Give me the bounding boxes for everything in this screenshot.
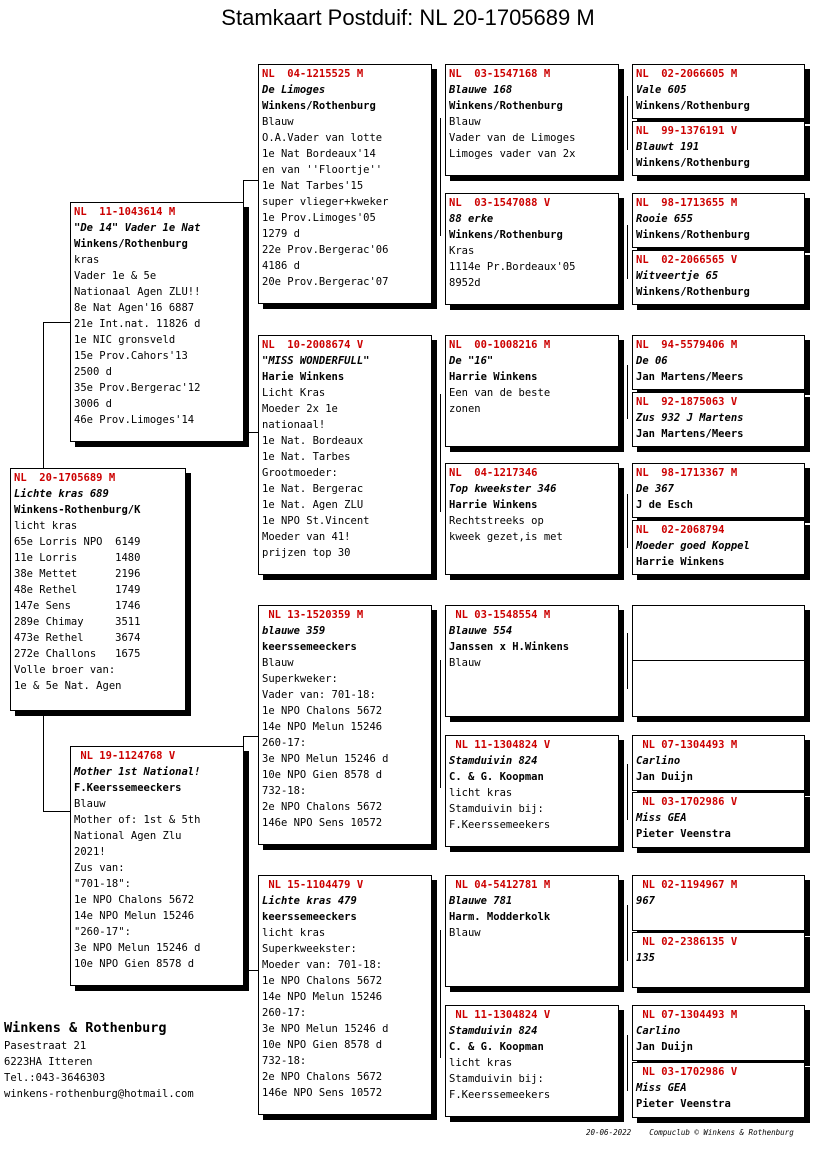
info-line: 1e Nat. Bordeaux bbox=[262, 435, 364, 447]
info-line: Stamduivin bij: bbox=[449, 1073, 544, 1085]
connector-line bbox=[43, 322, 44, 468]
pigeon-name: Vale 605 bbox=[636, 84, 687, 96]
owner-info bbox=[4, 1018, 194, 1102]
info-line: 2e NPO Chalons 5672 bbox=[262, 801, 383, 813]
pigeon-g5 bbox=[632, 250, 805, 305]
footer-credit: 20-06-2022 Compuclub © Winkens & Rothenburg bbox=[586, 1128, 794, 1137]
info-line: 3e NPO Melun 15246 d bbox=[262, 753, 389, 765]
connector-line bbox=[440, 930, 441, 1058]
info-line: Blauw bbox=[262, 116, 294, 128]
breeder: Winkens/Rothenburg bbox=[636, 157, 750, 169]
pigeon-name: Top kweekster 346 bbox=[449, 483, 557, 495]
pigeon-g5 bbox=[632, 463, 805, 518]
info-line: 35e Prov.Bergerac'12 bbox=[74, 382, 201, 394]
info-line: 14e NPO Melun 15246 bbox=[74, 910, 195, 922]
pigeon-name: De 06 bbox=[636, 355, 668, 367]
pigeon-fmf bbox=[445, 335, 619, 447]
breeder: Winkens-Rothenburg/K bbox=[14, 504, 141, 516]
pigeon-mfm bbox=[445, 735, 619, 847]
info-line: 1e NIC gronsveld bbox=[74, 334, 176, 346]
pigeon-name: De "16" bbox=[449, 355, 494, 367]
info-line: 10e NPO Gien 8578 d bbox=[262, 1039, 383, 1051]
connector-line bbox=[627, 905, 628, 961]
info-line: kras bbox=[74, 254, 100, 266]
ring-number: NL 92-1875063 V bbox=[636, 396, 738, 408]
ring-number: NL 03-1547168 M bbox=[449, 68, 551, 80]
pigeon-name: Miss GEA bbox=[636, 1082, 687, 1094]
connector-line bbox=[243, 180, 258, 181]
breeder: Jan Duijn bbox=[636, 771, 693, 783]
pigeon-name: Lichte kras 479 bbox=[262, 895, 357, 907]
ring-number: NL 07-1304493 M bbox=[636, 739, 738, 751]
info-line: F.Keerssemeekers bbox=[449, 1089, 551, 1101]
pigeon-g5-empty bbox=[632, 660, 805, 717]
info-line: 15e Prov.Cahors'13 bbox=[74, 350, 188, 362]
pigeon-g5 bbox=[632, 875, 805, 931]
info-line: 48e Rethel 1749 bbox=[14, 584, 141, 596]
page-title: Stamkaart Postduif: NL 20-1705689 M bbox=[221, 5, 595, 30]
pigeon-name: Witveertje 65 bbox=[636, 270, 719, 282]
info-line: 2021! bbox=[74, 846, 106, 858]
pigeon-mf bbox=[258, 605, 432, 845]
info-line: 21e Int.nat. 11826 d bbox=[74, 318, 201, 330]
ring-number: NL 02-2066565 V bbox=[636, 254, 738, 266]
pigeon-name: Blauwe 554 bbox=[449, 625, 513, 637]
info-line: Zus van: bbox=[74, 862, 125, 874]
info-line: 14e NPO Melun 15246 bbox=[262, 991, 383, 1003]
breeder: J de Esch bbox=[636, 499, 693, 511]
info-line: Stamduivin bij: bbox=[449, 803, 544, 815]
ring-number: NL 03-1548554 M bbox=[449, 609, 551, 621]
info-line: 2500 d bbox=[74, 366, 112, 378]
breeder: Janssen x H.Winkens bbox=[449, 641, 570, 653]
owner-street: Pasestraat 21 bbox=[4, 1040, 87, 1052]
ring-number: NL 11-1304824 V bbox=[449, 739, 551, 751]
breeder: Jan Martens/Meers bbox=[636, 371, 744, 383]
info-line: Volle broer van: bbox=[14, 664, 116, 676]
pigeon-g5 bbox=[632, 932, 805, 988]
info-line: licht kras bbox=[449, 1057, 513, 1069]
pigeon-father bbox=[70, 202, 244, 442]
info-line: 1e Nat. Bergerac bbox=[262, 483, 364, 495]
pigeon-name: "De 14" Vader 1e Nat bbox=[74, 222, 201, 234]
info-line: Nationaal Agen ZLU!! bbox=[74, 286, 201, 298]
breeder: Winkens/Rothenburg bbox=[636, 229, 750, 241]
connector-line bbox=[627, 225, 628, 279]
ring-number: NL 15-1104479 V bbox=[262, 879, 364, 891]
info-line: 1e Nat. Tarbes bbox=[262, 451, 351, 463]
connector-line bbox=[243, 970, 258, 971]
connector-line bbox=[440, 660, 441, 788]
info-line: 1e NPO Chalons 5672 bbox=[262, 705, 383, 717]
info-line: zonen bbox=[449, 403, 481, 415]
ring-number: NL 03-1702986 V bbox=[636, 1066, 738, 1078]
info-line: 732-18: bbox=[262, 785, 307, 797]
pigeon-name: 135 bbox=[636, 952, 655, 964]
info-line: Kras bbox=[449, 245, 475, 257]
pigeon-mff bbox=[445, 605, 619, 717]
pigeon-fff bbox=[445, 64, 619, 176]
ring-number: NL 04-1217346 bbox=[449, 467, 538, 479]
pigeon-g5 bbox=[632, 792, 805, 848]
pigeon-name: 88 erke bbox=[449, 213, 494, 225]
ring-number: NL 19-1124768 V bbox=[74, 750, 176, 762]
info-line: licht kras bbox=[14, 520, 78, 532]
pigeon-g5 bbox=[632, 1005, 805, 1061]
info-line: Moeder van 41! bbox=[262, 531, 351, 543]
pigeon-name: De 367 bbox=[636, 483, 674, 495]
info-line: licht kras bbox=[449, 787, 513, 799]
info-line: Licht Kras bbox=[262, 387, 326, 399]
info-line: Rechtstreeks op bbox=[449, 515, 544, 527]
pigeon-mmm bbox=[445, 1005, 619, 1117]
info-line: 1e & 5e Nat. Agen bbox=[14, 680, 122, 692]
connector-line bbox=[440, 394, 441, 512]
breeder: Harrie Winkens bbox=[636, 556, 725, 568]
ring-number: NL 98-1713367 M bbox=[636, 467, 738, 479]
ring-number: NL 11-1043614 M bbox=[74, 206, 176, 218]
owner-phone: Tel.:043-3646303 bbox=[4, 1072, 106, 1084]
info-line: 1114e Pr.Bordeaux'05 bbox=[449, 261, 576, 273]
info-line: O.A.Vader van lotte bbox=[262, 132, 383, 144]
ring-number: NL 99-1376191 V bbox=[636, 125, 738, 137]
ring-number: NL 03-1547088 V bbox=[449, 197, 551, 209]
breeder: F.Keerssemeeckers bbox=[74, 782, 182, 794]
info-line: Grootmoeder: bbox=[262, 467, 338, 479]
info-line: Superkweker: bbox=[262, 673, 338, 685]
info-line: 473e Rethel 3674 bbox=[14, 632, 141, 644]
ring-number: NL 04-1215525 M bbox=[262, 68, 364, 80]
connector-line bbox=[43, 811, 70, 812]
info-line: 8952d bbox=[449, 277, 481, 289]
info-line: 38e Mettet 2196 bbox=[14, 568, 141, 580]
pigeon-g5 bbox=[632, 121, 805, 176]
pigeon-g5 bbox=[632, 64, 805, 119]
breeder: keerssemeeckers bbox=[262, 641, 357, 653]
info-line: 146e NPO Sens 10572 bbox=[262, 817, 383, 829]
pigeon-name: De Limoges bbox=[262, 84, 326, 96]
pigeon-ff bbox=[258, 64, 432, 304]
connector-line bbox=[627, 365, 628, 419]
ring-number: NL 04-5412781 M bbox=[449, 879, 551, 891]
pigeon-name: Carlino bbox=[636, 1025, 681, 1037]
ring-number: NL 00-1008216 M bbox=[449, 339, 551, 351]
pigeon-name: Moeder goed Koppel bbox=[636, 540, 750, 552]
pigeon-mm bbox=[258, 875, 432, 1115]
info-line: 1e NPO Chalons 5672 bbox=[262, 975, 383, 987]
info-line: 1e Nat. Agen ZLU bbox=[262, 499, 364, 511]
breeder: Harie Winkens bbox=[262, 371, 345, 383]
breeder: Winkens/Rothenburg bbox=[449, 229, 563, 241]
info-line: 20e Prov.Bergerac'07 bbox=[262, 276, 389, 288]
info-line: 2e NPO Chalons 5672 bbox=[262, 1071, 383, 1083]
pigeon-name: Lichte kras 689 bbox=[14, 488, 109, 500]
info-line: prijzen top 30 bbox=[262, 547, 351, 559]
breeder: C. & G. Koopman bbox=[449, 1041, 544, 1053]
info-line: 22e Prov.Bergerac'06 bbox=[262, 244, 389, 256]
ring-number: NL 02-1194967 M bbox=[636, 879, 738, 891]
info-line: 10e NPO Gien 8578 d bbox=[74, 958, 195, 970]
info-line: 146e NPO Sens 10572 bbox=[262, 1087, 383, 1099]
breeder: keerssemeeckers bbox=[262, 911, 357, 923]
connector-line bbox=[627, 633, 628, 689]
breeder: Pieter Veenstra bbox=[636, 828, 731, 840]
ring-number: NL 94-5579406 M bbox=[636, 339, 738, 351]
info-line: 14e NPO Melun 15246 bbox=[262, 721, 383, 733]
owner-name: Winkens & Rothenburg bbox=[4, 1020, 167, 1036]
info-line: nationaal! bbox=[262, 419, 326, 431]
owner-email: winkens-rothenburg@hotmail.com bbox=[4, 1088, 194, 1100]
connector-line bbox=[627, 764, 628, 820]
ring-number: NL 03-1702986 V bbox=[636, 796, 738, 808]
breeder: Harrie Winkens bbox=[449, 499, 538, 511]
breeder: Harrie Winkens bbox=[449, 371, 538, 383]
info-line: 260-17: bbox=[262, 1007, 307, 1019]
ring-number: NL 10-2008674 V bbox=[262, 339, 364, 351]
info-line: en van ''Floortje'' bbox=[262, 164, 383, 176]
connector-line bbox=[440, 118, 441, 236]
connector-line bbox=[627, 1035, 628, 1091]
info-line: Vader 1e & 5e bbox=[74, 270, 157, 282]
ring-number: NL 13-1520359 M bbox=[262, 609, 364, 621]
pigeon-name: Stamduivin 824 bbox=[449, 1025, 538, 1037]
pigeon-name: Blauwe 168 bbox=[449, 84, 513, 96]
owner-city: 6223HA Itteren bbox=[4, 1056, 93, 1068]
info-line: Blauw bbox=[449, 657, 481, 669]
breeder: Winkens/Rothenburg bbox=[262, 100, 376, 112]
info-line: 147e Sens 1746 bbox=[14, 600, 141, 612]
ring-number: NL 02-2068794 bbox=[636, 524, 725, 536]
pigeon-fm bbox=[258, 335, 432, 575]
pigeon-g5 bbox=[632, 735, 805, 791]
info-line: Blauw bbox=[449, 927, 481, 939]
pigeon-subject bbox=[10, 468, 186, 711]
info-line: Blauw bbox=[262, 657, 294, 669]
info-line: "260-17": bbox=[74, 926, 131, 938]
pigeon-name: Mother 1st National! bbox=[74, 766, 201, 778]
info-line: 65e Lorris NPO 6149 bbox=[14, 536, 141, 548]
info-line: 260-17: bbox=[262, 737, 307, 749]
pigeon-g5 bbox=[632, 520, 805, 575]
info-line: 3006 d bbox=[74, 398, 112, 410]
info-line: 8e Nat Agen'16 6887 bbox=[74, 302, 195, 314]
info-line: 1e NPO Chalons 5672 bbox=[74, 894, 195, 906]
info-line: 1e Prov.Limoges'05 bbox=[262, 212, 376, 224]
breeder: Winkens/Rothenburg bbox=[636, 286, 750, 298]
pigeon-g5-empty bbox=[632, 605, 805, 662]
info-line: super vlieger+kweker bbox=[262, 196, 389, 208]
connector-line bbox=[627, 494, 628, 548]
info-line: 732-18: bbox=[262, 1055, 307, 1067]
pigeon-ffm bbox=[445, 193, 619, 305]
info-line: 3e NPO Melun 15246 d bbox=[74, 942, 201, 954]
pigeon-fmm bbox=[445, 463, 619, 575]
info-line: Vader van de Limoges bbox=[449, 132, 576, 144]
info-line: 272e Challons 1675 bbox=[14, 648, 141, 660]
breeder: Winkens/Rothenburg bbox=[449, 100, 563, 112]
info-line: 289e Chimay 3511 bbox=[14, 616, 141, 628]
breeder: Winkens/Rothenburg bbox=[74, 238, 188, 250]
pigeon-name: Blauwe 781 bbox=[449, 895, 513, 907]
info-line: 46e Prov.Limoges'14 bbox=[74, 414, 195, 426]
pigeon-g5 bbox=[632, 193, 805, 248]
info-line: 10e NPO Gien 8578 d bbox=[262, 769, 383, 781]
info-line: Blauw bbox=[449, 116, 481, 128]
breeder: Winkens/Rothenburg bbox=[636, 100, 750, 112]
breeder: Jan Duijn bbox=[636, 1041, 693, 1053]
pigeon-name: blauwe 359 bbox=[262, 625, 326, 637]
pigeon-g5 bbox=[632, 1062, 805, 1118]
breeder: Harm. Modderkolk bbox=[449, 911, 551, 923]
info-line: Vader van: 701-18: bbox=[262, 689, 376, 701]
pigeon-name: Rooie 655 bbox=[636, 213, 693, 225]
ring-number: NL 02-2066605 M bbox=[636, 68, 738, 80]
breeder: C. & G. Koopman bbox=[449, 771, 544, 783]
info-line: Superkweekster: bbox=[262, 943, 357, 955]
breeder: Jan Martens/Meers bbox=[636, 428, 744, 440]
pigeon-name: Zus 932 J Martens bbox=[636, 412, 744, 424]
info-line: 1e Nat Tarbes'15 bbox=[262, 180, 364, 192]
info-line: Mother of: 1st & 5th bbox=[74, 814, 201, 826]
info-line: Moeder van: 701-18: bbox=[262, 959, 383, 971]
pigeon-mother bbox=[70, 746, 244, 986]
connector-line bbox=[627, 96, 628, 150]
ring-number: NL 11-1304824 V bbox=[449, 1009, 551, 1021]
pigeon-name: Miss GEA bbox=[636, 812, 687, 824]
pigeon-mmf bbox=[445, 875, 619, 987]
info-line: Moeder 2x 1e bbox=[262, 403, 338, 415]
pigeon-g5 bbox=[632, 335, 805, 390]
info-line: 11e Lorris 1480 bbox=[14, 552, 141, 564]
info-line: 3e NPO Melun 15246 d bbox=[262, 1023, 389, 1035]
info-line: 1e NPO St.Vincent bbox=[262, 515, 370, 527]
info-line: "701-18": bbox=[74, 878, 131, 890]
info-line: Blauw bbox=[74, 798, 106, 810]
ring-number: NL 07-1304493 M bbox=[636, 1009, 738, 1021]
info-line: Limoges vader van 2x bbox=[449, 148, 576, 160]
pigeon-name: Stamduivin 824 bbox=[449, 755, 538, 767]
connector-line bbox=[243, 432, 258, 433]
ring-number: NL 02-2386135 V bbox=[636, 936, 738, 948]
ring-number: NL 20-1705689 M bbox=[14, 472, 116, 484]
connector-line bbox=[243, 736, 258, 737]
pigeon-name: Carlino bbox=[636, 755, 681, 767]
info-line: 1279 d bbox=[262, 228, 300, 240]
connector-line bbox=[43, 322, 70, 323]
pigeon-name: Blauwt 191 bbox=[636, 141, 700, 153]
info-line: licht kras bbox=[262, 927, 326, 939]
info-line: 1e Nat Bordeaux'14 bbox=[262, 148, 376, 160]
info-line: kweek gezet,is met bbox=[449, 531, 563, 543]
ring-number: NL 98-1713655 M bbox=[636, 197, 738, 209]
info-line: Een van de beste bbox=[449, 387, 551, 399]
info-line: F.Keerssemeekers bbox=[449, 819, 551, 831]
connector-line bbox=[43, 708, 44, 811]
breeder: Pieter Veenstra bbox=[636, 1098, 731, 1110]
pigeon-name: 967 bbox=[636, 895, 655, 907]
pigeon-name: "MISS WONDERFULL" bbox=[262, 355, 370, 367]
info-line: National Agen Zlu bbox=[74, 830, 182, 842]
pigeon-g5 bbox=[632, 392, 805, 447]
info-line: 4186 d bbox=[262, 260, 300, 272]
